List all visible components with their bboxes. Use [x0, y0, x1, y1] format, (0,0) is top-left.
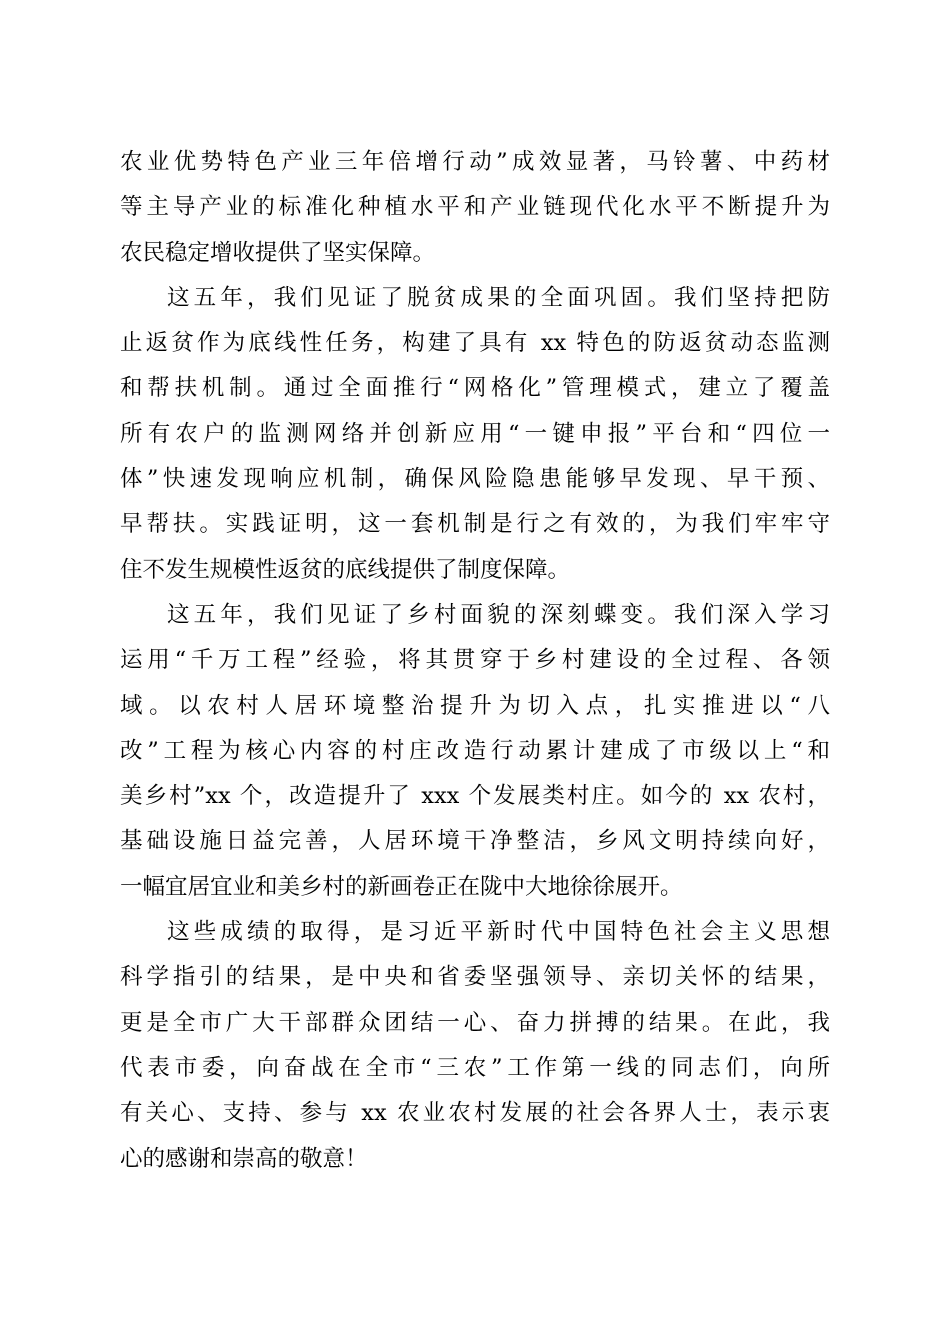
text-line: 体”快速发现响应机制，确保风险隐患能够早发现、早干预、 — [120, 466, 830, 493]
text-line: 所有农户的监测网络并创新应用“一键申报”平台和“四位一 — [120, 420, 830, 447]
text-line: 运用“千万工程”经验，将其贯穿于乡村建设的全过程、各领 — [120, 647, 830, 674]
text-line: 和帮扶机制。通过全面推行“网格化”管理模式，建立了覆盖 — [120, 375, 830, 402]
text-line: 一幅宜居宜业和美乡村的新画卷正在陇中大地徐徐展开。 — [120, 873, 683, 900]
text-line: 基础设施日益完善，人居环境干净整洁，乡风文明持续向好， — [120, 828, 830, 855]
body-text — [120, 140, 830, 1182]
text-line: 改”工程为核心内容的村庄改造行动累计建成了市级以上“和 — [120, 737, 830, 764]
text-line: 美乡村”xx 个，改造提升了 xxx 个发展类村庄。如今的 xx 农村， — [120, 783, 830, 810]
paragraph-1 — [120, 140, 830, 276]
text-line: 代表市委，向奋战在全市“三农”工作第一线的同志们，向所 — [120, 1054, 830, 1081]
text-line: 早帮扶。实践证明，这一套机制是行之有效的，为我们牢牢守 — [120, 511, 830, 538]
text-line: 有关心、支持、参与 xx 农业农村发展的社会各界人士，表示衷 — [120, 1100, 830, 1127]
text-line: 农业优势特色产业三年倍增行动”成效显著，马铃薯、中药材 — [120, 149, 830, 175]
text-line: 域。以农村人居环境整治提升为切入点，扎实推进以“八 — [120, 692, 830, 719]
paragraph-2 — [120, 276, 830, 593]
text-line: 心的感谢和崇高的敬意！ — [120, 1145, 368, 1172]
text-line: 止返贫作为底线性任务，构建了具有 xx 特色的防返贫动态监测 — [120, 330, 830, 357]
text-line: 等主导产业的标准化种植水平和产业链现代化水平不断提升为 — [120, 194, 830, 221]
text-line: 住不发生规模性返贫的底线提供了制度保障。 — [120, 556, 571, 583]
text-line: 农民稳定增收提供了坚实保障。 — [120, 239, 436, 266]
paragraph-3 — [120, 593, 830, 910]
text-line: 这些成绩的取得，是习近平新时代中国特色社会主义思想 — [167, 919, 830, 946]
paragraph-4 — [120, 910, 830, 1182]
text-line: 科学指引的结果，是中央和省委坚强领导、亲切关怀的结果， — [120, 964, 830, 991]
text-line: 更是全市广大干部群众团结一心、奋力拼搏的结果。在此，我 — [120, 1009, 830, 1036]
text-line: 这五年，我们见证了乡村面貌的深刻蝶变。我们深入学习 — [167, 601, 830, 628]
text-line: 这五年，我们见证了脱贫成果的全面巩固。我们坚持把防 — [167, 284, 830, 311]
